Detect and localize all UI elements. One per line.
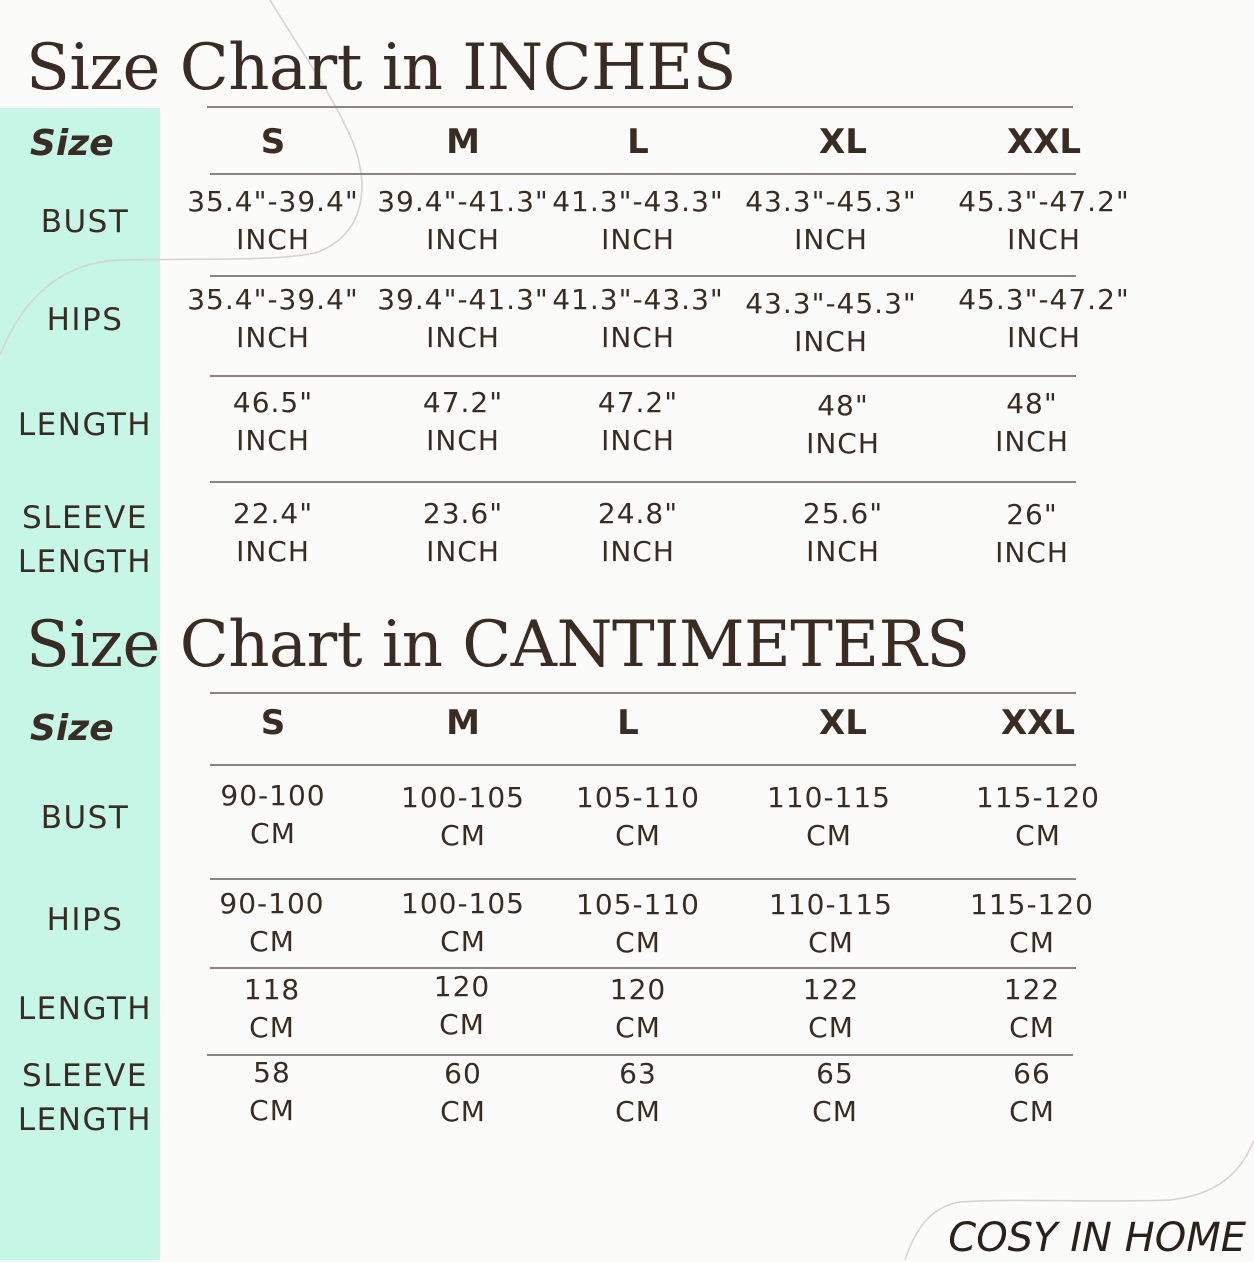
row-divider: [210, 275, 1076, 277]
table-cell: 115-120 CM: [976, 781, 1100, 852]
table-cell: 43.3"-45.3" INCH: [745, 287, 917, 358]
table-cell: 105-110 CM: [576, 888, 700, 959]
table-cell: 90-100 CM: [219, 887, 325, 958]
row-label-sleeve-length: SLEEVE LENGTH: [17, 1058, 153, 1138]
table-cell: 35.4"-39.4" INCH: [187, 185, 359, 256]
size-header-s: S: [260, 122, 286, 162]
title-divider: [207, 106, 1073, 108]
size-column-label: Size: [30, 123, 114, 164]
table-cell: 105-110 CM: [576, 781, 700, 852]
table-cell: 26" INCH: [995, 498, 1069, 569]
table-cell: 63 CM: [615, 1057, 661, 1128]
table-cell: 65 CM: [812, 1057, 858, 1128]
size-header-xl: XL: [819, 703, 867, 743]
centimeters-chart-title: Size Chart in CANTIMETERS: [26, 608, 970, 682]
row-label-length: LENGTH: [17, 991, 153, 1027]
table-cell: 110-115 CM: [767, 781, 891, 852]
table-cell: 46.5" INCH: [232, 386, 314, 457]
header-divider: [210, 173, 1076, 175]
table-cell: 39.4"-41.3" INCH: [377, 185, 549, 256]
table-cell: 45.3"-47.2" INCH: [958, 185, 1130, 256]
table-cell: 90-100 CM: [220, 779, 326, 850]
size-header-m: M: [446, 122, 480, 162]
brand-name: COSY IN HOME: [948, 1215, 1246, 1261]
table-cell: 23.6" INCH: [422, 497, 504, 568]
row-label-hips: HIPS: [46, 902, 124, 938]
row-divider: [210, 375, 1076, 377]
table-cell: 35.4"-39.4" INCH: [187, 283, 359, 354]
table-cell: 47.2" INCH: [422, 386, 504, 457]
table-cell: 58 CM: [249, 1056, 295, 1127]
table-cell: 120 CM: [433, 970, 491, 1041]
table-cell: 48" INCH: [995, 387, 1069, 458]
size-column-label: Size: [30, 708, 114, 749]
table-cell: 122 CM: [802, 973, 860, 1044]
row-label-bust: BUST: [40, 204, 130, 240]
row-divider: [210, 481, 1076, 483]
table-cell: 43.3"-45.3" INCH: [745, 185, 917, 256]
size-header-l: L: [627, 122, 649, 162]
table-cell: 118 CM: [243, 973, 301, 1044]
row-label-length: LENGTH: [17, 407, 153, 443]
size-header-xxl: XXL: [1006, 122, 1082, 162]
table-cell: 110-115 CM: [769, 888, 893, 959]
table-cell: 25.6" INCH: [802, 497, 884, 568]
table-cell: 122 CM: [1003, 973, 1061, 1044]
table-cell: 66 CM: [1009, 1057, 1055, 1128]
table-cell: 120 CM: [609, 973, 667, 1044]
table-cell: 60 CM: [440, 1057, 486, 1128]
row-label-bust: BUST: [40, 800, 130, 836]
table-cell: 22.4" INCH: [232, 497, 314, 568]
table-cell: 41.3"-43.3" INCH: [552, 185, 724, 256]
table-cell: 41.3"-43.3" INCH: [552, 283, 724, 354]
header-divider: [210, 764, 1076, 766]
title-divider: [210, 692, 1076, 694]
table-cell: 39.4"-41.3" INCH: [377, 283, 549, 354]
size-header-s: S: [260, 703, 286, 743]
size-header-xxl: XXL: [1000, 703, 1076, 743]
size-header-l: L: [617, 703, 639, 743]
row-divider: [210, 878, 1076, 880]
table-cell: 48" INCH: [806, 389, 880, 460]
table-cell: 100-105 CM: [401, 781, 525, 852]
table-cell: 100-105 CM: [401, 887, 525, 958]
size-header-m: M: [446, 703, 480, 743]
row-divider: [210, 967, 1076, 969]
table-cell: 24.8" INCH: [597, 497, 679, 568]
row-label-sleeve-length: SLEEVE LENGTH: [17, 500, 153, 580]
size-header-xl: XL: [819, 122, 867, 162]
inches-chart-title: Size Chart in INCHES: [26, 31, 736, 105]
table-cell: 45.3"-47.2" INCH: [958, 283, 1130, 354]
table-cell: 47.2" INCH: [597, 386, 679, 457]
table-cell: 115-120 CM: [970, 888, 1094, 959]
row-label-hips: HIPS: [46, 302, 124, 338]
